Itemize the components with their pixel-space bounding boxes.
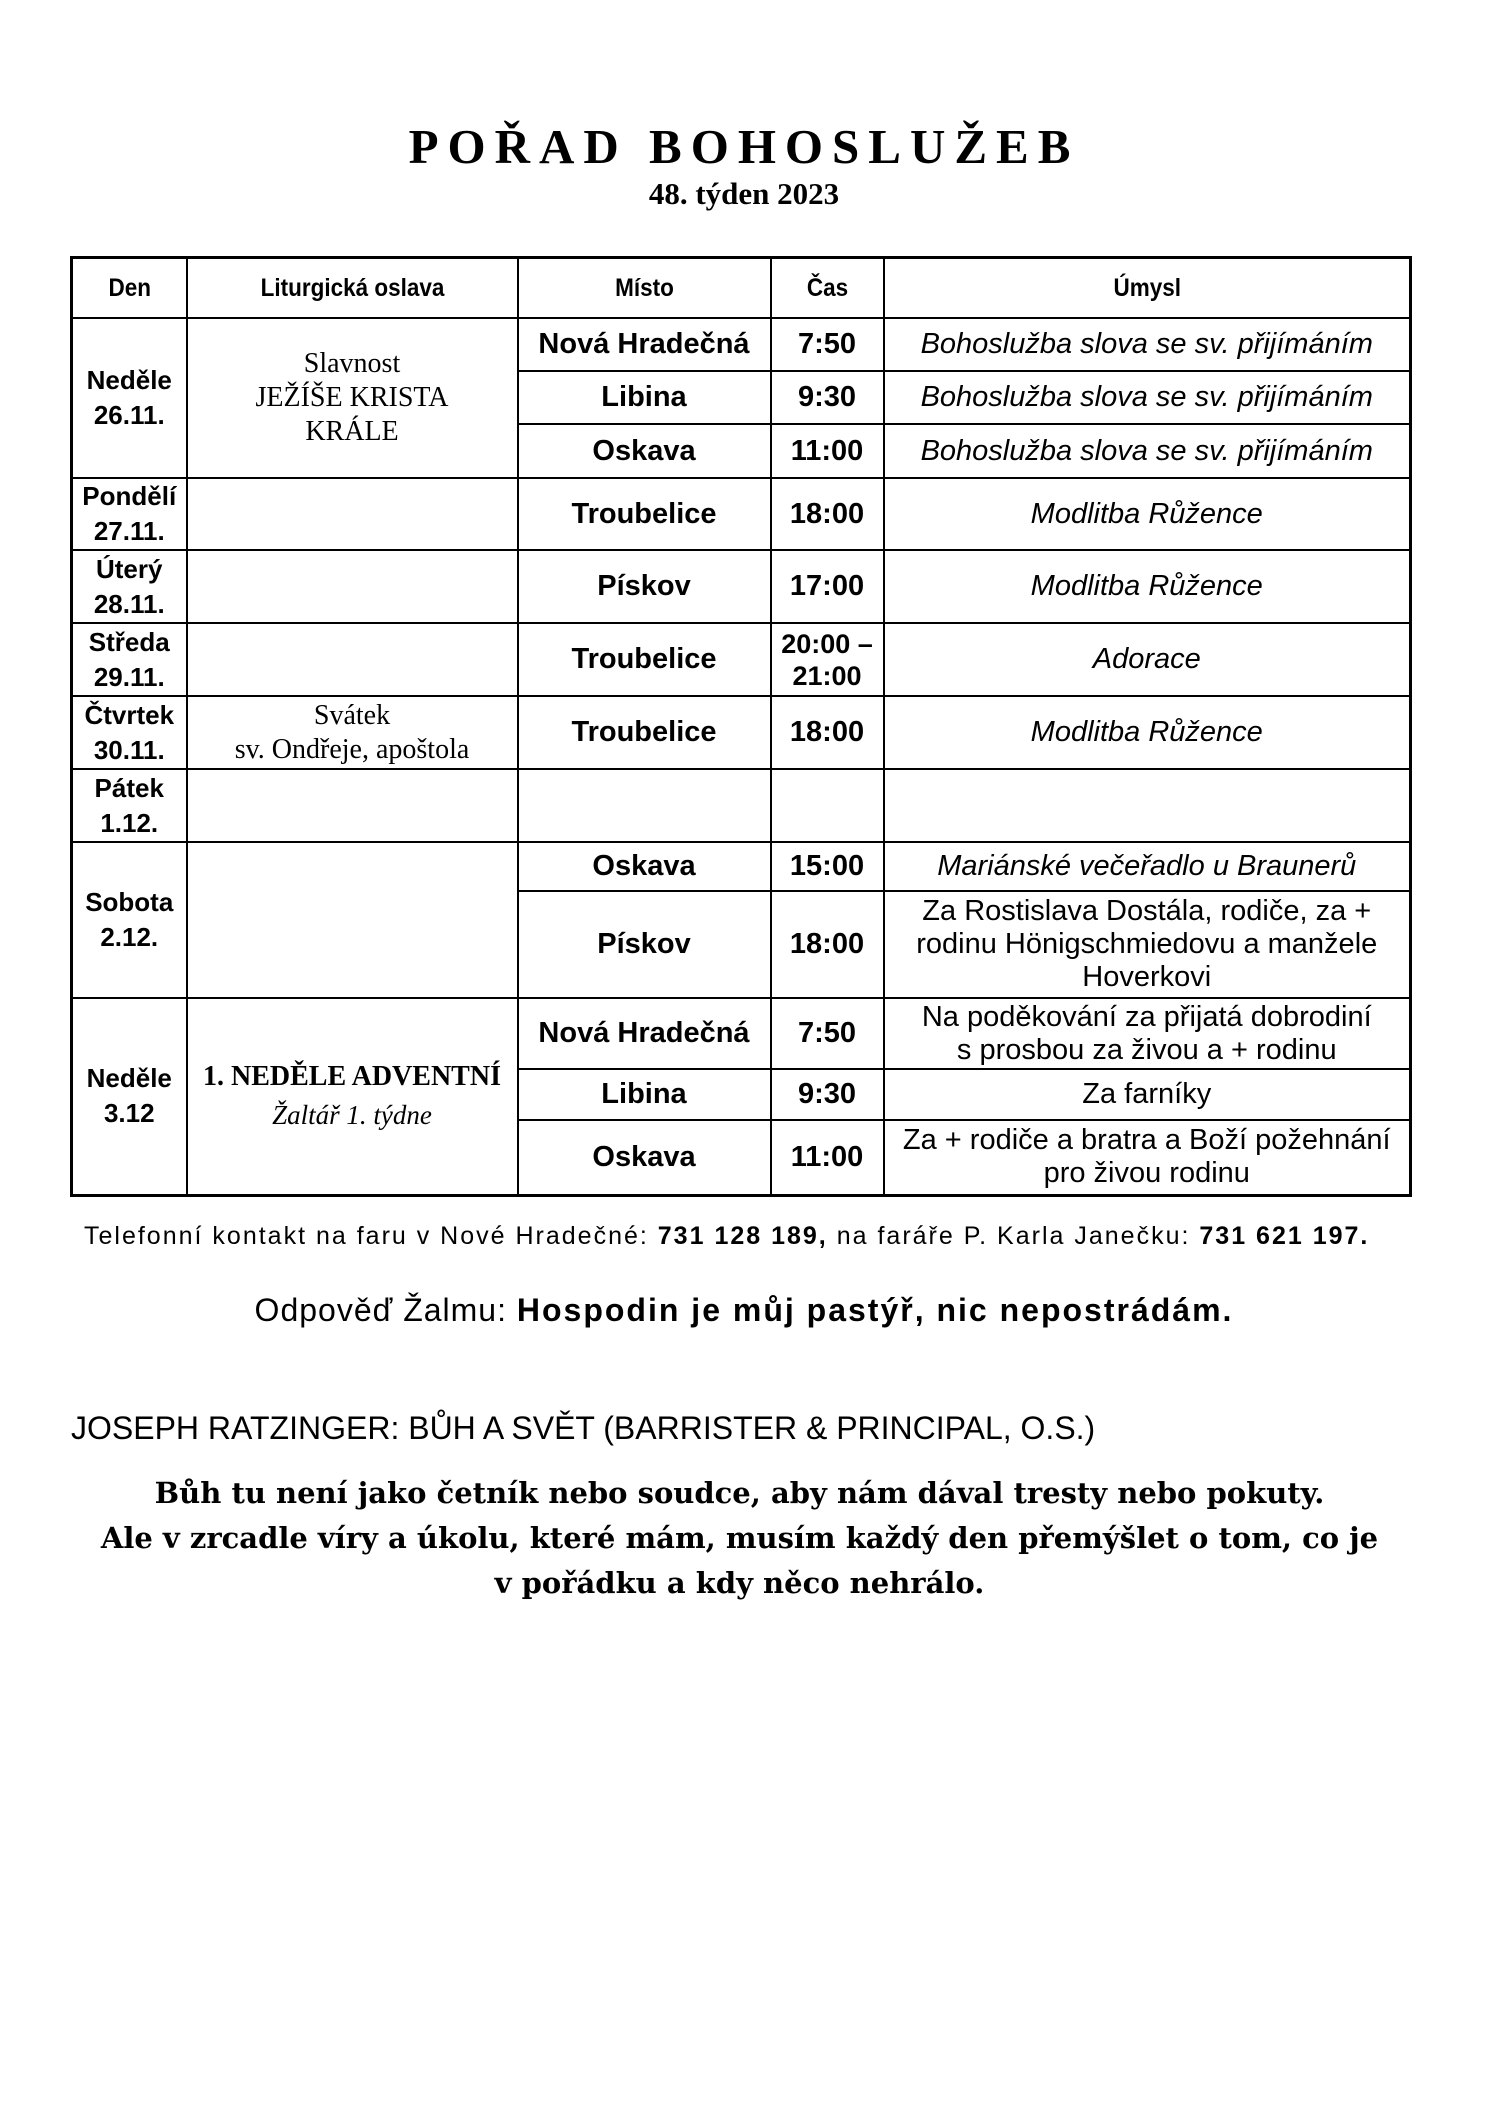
table-header-row <box>72 258 1411 319</box>
schedule-table <box>70 256 1412 1197</box>
quote-line: v pořádku a kdy něco nehrálo. <box>494 1566 985 1600</box>
psalm-label: Odpověď Žalmu: <box>254 1292 517 1328</box>
time-start: 20:00 – <box>781 628 873 659</box>
intention-line: Za Rostislava Dostála, rodiče, za + <box>922 895 1372 927</box>
day-name: Pátek <box>94 772 164 803</box>
celebration-line: JEŽÍŠE KRISTA <box>255 382 449 413</box>
day-date: 28.11. <box>93 588 165 619</box>
time-end: 21:00 <box>792 660 862 691</box>
place-cell: Oskava <box>518 842 771 891</box>
intention-line: pro živou rodinu <box>1043 1157 1250 1190</box>
day-date: 29.11. <box>93 661 165 692</box>
place-cell: Troubelice <box>518 696 771 769</box>
day-name: Neděle <box>86 1063 172 1094</box>
day-date: 30.11. <box>93 734 165 765</box>
place-cell: Libina <box>518 1069 771 1120</box>
table-row <box>72 696 1411 769</box>
intention-cell: Bohoslužba slova se sv. přijímáním <box>884 318 1411 371</box>
quote-line: Bůh tu není jako četník nebo soudce, aby nám dával tresty nebo pokuty. <box>154 1476 1325 1510</box>
week-subtitle: 48. týden 2023 <box>648 176 840 211</box>
time-cell: 11:00 <box>771 1120 884 1195</box>
psalm-text: Hospodin je můj pastýř, nic nepostrádám. <box>516 1292 1234 1328</box>
celebration-line: Slavnost <box>303 348 401 379</box>
table-row <box>72 769 1411 842</box>
day-cell <box>72 318 187 478</box>
table-row <box>72 318 1411 371</box>
intention-cell: Modlitba Růžence <box>884 478 1411 550</box>
intention-cell: Za farníky <box>884 1069 1411 1120</box>
contact-middle: na faráře P. Karla Janečku: <box>827 1222 1200 1250</box>
time-cell: 9:30 <box>771 1069 884 1120</box>
celebration-line: Svátek <box>313 699 391 731</box>
celebration-cell <box>187 550 518 623</box>
page-title: POŘAD BOHOSLUŽEB <box>408 119 1080 174</box>
day-date: 2.12. <box>100 922 159 952</box>
intention-cell <box>884 998 1411 1069</box>
intention-line: rodinu Hönigschmiedovu a manžele <box>916 928 1378 960</box>
contact-prefix: Telefonní kontakt na faru v Nové Hradečné: <box>84 1222 658 1250</box>
day-name: Čtvrtek <box>84 699 175 730</box>
place-cell <box>518 769 771 842</box>
column-header-place: Místo <box>530 258 758 319</box>
place-cell: Pískov <box>518 891 771 998</box>
table-row <box>72 550 1411 623</box>
table-row <box>72 478 1411 550</box>
time-cell: 15:00 <box>771 842 884 891</box>
priest-phone: 731 621 197. <box>1199 1222 1370 1250</box>
intention-cell: Bohoslužba slova se sv. přijímáním <box>884 371 1411 424</box>
day-cell <box>72 998 187 1195</box>
time-cell: 17:00 <box>771 550 884 623</box>
intention-line: s prosbou za živou a + rodinu <box>956 1033 1337 1066</box>
place-cell: Troubelice <box>518 623 771 696</box>
celebration-line: sv. Ondřeje, apoštola <box>234 733 470 765</box>
day-name: Sobota <box>85 887 174 917</box>
place-cell: Libina <box>518 371 771 424</box>
column-header-intention: Úmysl <box>910 258 1384 319</box>
day-cell <box>72 842 187 998</box>
celebration-cell <box>187 696 518 769</box>
time-cell: 18:00 <box>771 696 884 769</box>
intention-cell: Modlitba Růžence <box>884 550 1411 623</box>
parish-phone: 731 128 189, <box>657 1222 828 1250</box>
time-cell <box>771 769 884 842</box>
celebration-title: 1. NEDĚLE ADVENTNÍ <box>203 1061 501 1093</box>
day-name: Úterý <box>96 553 163 584</box>
column-header-time: Čas <box>776 258 878 319</box>
day-date: 27.11. <box>93 516 165 546</box>
celebration-cell <box>187 623 518 696</box>
intention-cell: Modlitba Růžence <box>884 696 1411 769</box>
intention-cell: Bohoslužba slova se sv. přijímáním <box>884 424 1411 478</box>
celebration-cell <box>187 478 518 550</box>
table-row <box>72 998 1411 1069</box>
place-cell: Oskava <box>518 424 771 478</box>
day-name: Pondělí <box>82 481 177 511</box>
intention-cell <box>884 769 1411 842</box>
table-row <box>72 623 1411 696</box>
book-reference: JOSEPH RATZINGER: BŮH A SVĚT (BARRISTER & PRINCIPAL, O.S.) <box>71 1410 1096 1446</box>
day-cell <box>72 550 187 623</box>
place-cell: Nová Hradečná <box>518 998 771 1069</box>
day-date: 1.12. <box>100 807 159 838</box>
celebration-cell <box>187 842 518 998</box>
column-header-celebration: Liturgická oslava <box>203 258 501 319</box>
time-cell: 7:50 <box>771 318 884 371</box>
celebration-cell <box>187 998 518 1195</box>
place-cell: Oskava <box>518 1120 771 1195</box>
contact-line <box>84 1222 1414 1251</box>
place-cell: Pískov <box>518 550 771 623</box>
celebration-cell <box>187 769 518 842</box>
time-cell <box>771 623 884 696</box>
time-cell: 18:00 <box>771 891 884 998</box>
day-name: Neděle <box>86 365 172 395</box>
quote <box>70 1471 1409 1606</box>
celebration-line: KRÁLE <box>305 416 399 447</box>
quote-line: Ale v zrcadle víry a úkolu, které mám, musím každý den přemýšlet o tom, co je <box>100 1521 1379 1555</box>
psalter-note: Žaltář 1. týdne <box>272 1100 432 1131</box>
day-date: 3.12 <box>103 1098 155 1129</box>
intention-cell: Adorace <box>884 623 1411 696</box>
place-cell: Nová Hradečná <box>518 318 771 371</box>
day-cell <box>72 696 187 769</box>
place-cell: Troubelice <box>518 478 771 550</box>
day-cell <box>72 478 187 550</box>
day-cell <box>72 769 187 842</box>
intention-cell <box>884 1120 1411 1195</box>
psalm-response <box>0 1292 1488 1329</box>
intention-line: Za + rodiče a bratra a Boží požehnání <box>902 1124 1391 1157</box>
time-cell: 11:00 <box>771 424 884 478</box>
celebration-cell <box>187 318 518 478</box>
intention-cell <box>884 891 1411 998</box>
day-cell <box>72 623 187 696</box>
day-name: Středa <box>88 626 170 657</box>
time-cell: 18:00 <box>771 478 884 550</box>
time-cell: 9:30 <box>771 371 884 424</box>
intention-line: Hoverkovi <box>1082 961 1212 993</box>
day-date: 26.11. <box>93 400 165 430</box>
intention-line: Na poděkování za přijatá dobrodiní <box>921 1000 1372 1033</box>
time-cell: 7:50 <box>771 998 884 1069</box>
column-header-day: Den <box>77 258 181 319</box>
intention-cell: Mariánské večeřadlo u Braunerů <box>884 842 1411 891</box>
table-row <box>72 842 1411 891</box>
